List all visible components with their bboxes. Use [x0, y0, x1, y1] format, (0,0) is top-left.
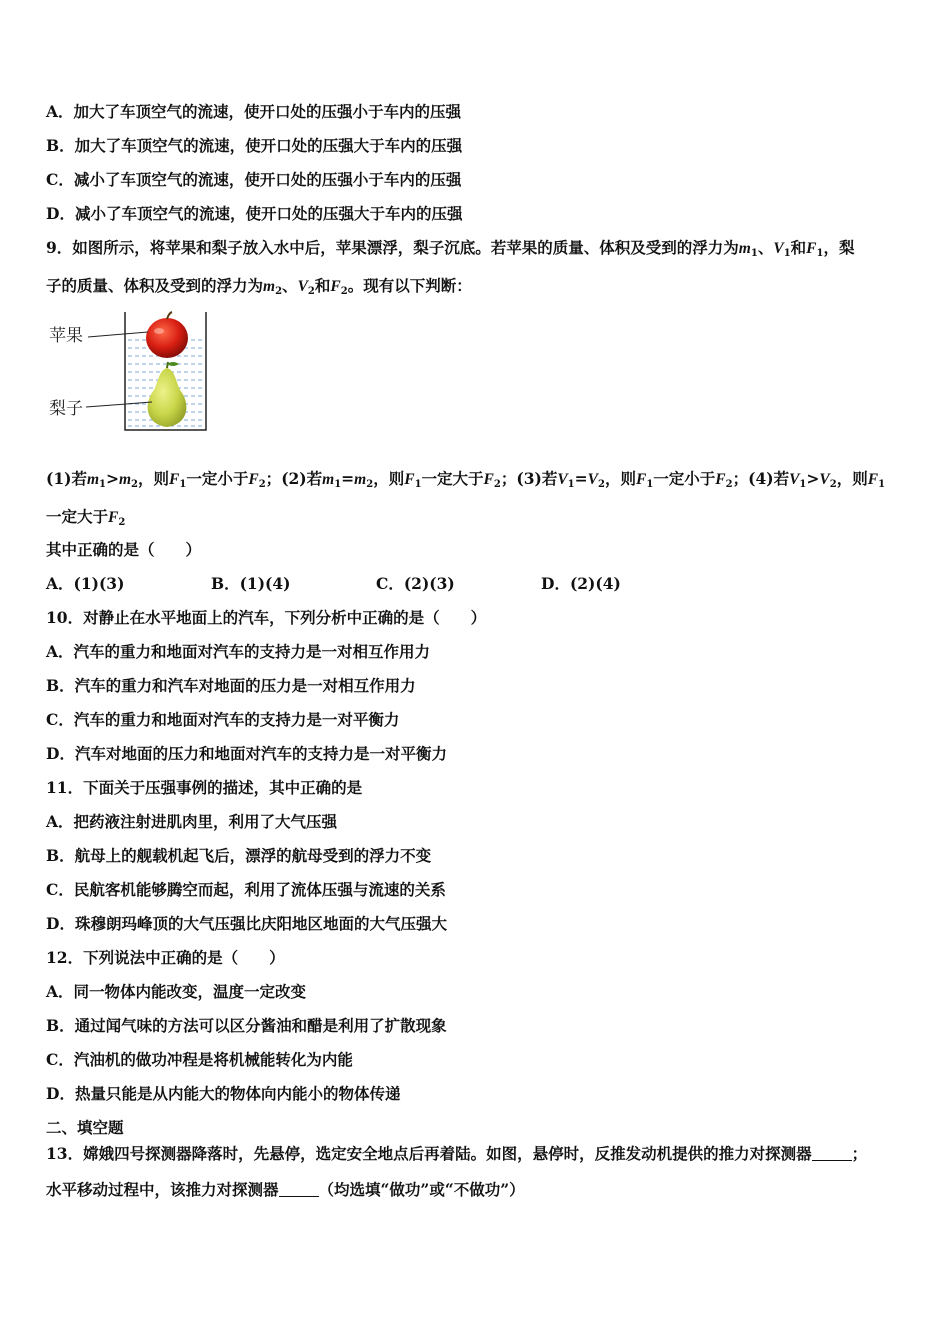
- pear-label: 梨子: [49, 399, 83, 419]
- q8-option-b: B．加大了车顶空气的流速，使开口处的压强大于车内的压强: [46, 136, 463, 155]
- q11-option-b: B．航母上的舰载机起飞后，漂浮的航母受到的浮力不变: [46, 846, 432, 865]
- q10-option-b: B．汽车的重力和汽车对地面的压力是一对相互作用力: [46, 676, 416, 695]
- q13-line2: 水平移动过程中，该推力对探测器 （均选填“做功”或“不做功”）: [46, 1180, 525, 1199]
- apple: [146, 312, 188, 358]
- q12-stem: 12．下列说法中正确的是（ ）: [46, 948, 285, 967]
- section-heading: 二、填空题: [46, 1118, 124, 1137]
- apple-pear-figure: [40, 310, 220, 436]
- apple-pointer: [88, 332, 148, 337]
- q9-option-b: B．(1)(4): [211, 574, 291, 593]
- q12-option-b: B．通过闻气味的方法可以区分酱油和醋是利用了扩散现象: [46, 1016, 447, 1035]
- q9-judgments-line1: (1)若$m_1>m_2$，则$F_1$一定小于$F_2$；(2)若$m_1=m_2$，则$F_1$一定大于$F_2$；(3)若$V_1=V_2$，则$F_1$一定小于$F_2$；(4)若$V_1>V_2$，则$F_1$: [46, 469, 886, 490]
- q11-option-a: A．把药液注射进肌肉里，利用了大气压强: [46, 812, 338, 831]
- beaker-diagram: [40, 310, 220, 436]
- q11-option-d: D．珠穆朗玛峰顶的大气压强比庆阳地区地面的大气压强大: [46, 914, 447, 933]
- q9-option-a: A．(1)(3): [46, 574, 125, 593]
- q9-stem-line1: 9．如图所示，将苹果和梨子放入水中后，苹果漂浮，梨子沉底。若苹果的质量、体积及受到的浮力为$m_1$、$V_1$和$F_1$，梨: [46, 238, 855, 259]
- q9-option-c: C．(2)(3): [376, 574, 455, 593]
- q10-option-a: A．汽车的重力和地面对汽车的支持力是一对相互作用力: [46, 642, 431, 661]
- q9-stem-line2: 子的质量、体积及受到的浮力为$m_2$、$V_2$和$F_2$。现有以下判断：: [46, 276, 472, 297]
- q13-blank-1[interactable]: [812, 1146, 852, 1161]
- q12-option-a: A．同一物体内能改变，温度一定改变: [46, 982, 307, 1001]
- q10-option-d: D．汽车对地面的压力和地面对汽车的支持力是一对平衡力: [46, 744, 447, 763]
- q9-options-row: [46, 574, 906, 594]
- q9-judgments-line2: 一定大于$F_2$: [46, 507, 126, 528]
- q10-option-c: C．汽车的重力和地面对汽车的支持力是一对平衡力: [46, 710, 400, 729]
- q10-stem: 10．对静止在水平地面上的汽车，下列分析中正确的是（ ）: [46, 608, 487, 627]
- q8-option-d: D．减小了车顶空气的流速，使开口处的压强大于车内的压强: [46, 204, 463, 223]
- q12-option-d: D．热量只能是从内能大的物体向内能小的物体传递: [46, 1084, 401, 1103]
- q13-blank-2[interactable]: [279, 1182, 319, 1197]
- q8-option-c: C．减小了车顶空气的流速，使开口处的压强小于车内的压强: [46, 170, 462, 189]
- q8-option-a: A．加大了车顶空气的流速，使开口处的压强小于车内的压强: [46, 102, 462, 121]
- q12-option-c: C．汽油机的做功冲程是将机械能转化为内能: [46, 1050, 353, 1069]
- q11-option-c: C．民航客机能够腾空而起，利用了流体压强与流速的关系: [46, 880, 446, 899]
- apple-label: 苹果: [49, 326, 83, 346]
- q9-which-correct: 其中正确的是（ ）: [46, 540, 202, 559]
- q9-option-d: D．(2)(4): [541, 574, 621, 593]
- q13-line1: 13．嫦娥四号探测器降落时，先悬停，选定安全地点后再着陆。如图，悬停时，反推发动机提供的推力对探测器 ；: [46, 1144, 868, 1163]
- q11-stem: 11．下面关于压强事例的描述，其中正确的是: [46, 778, 363, 797]
